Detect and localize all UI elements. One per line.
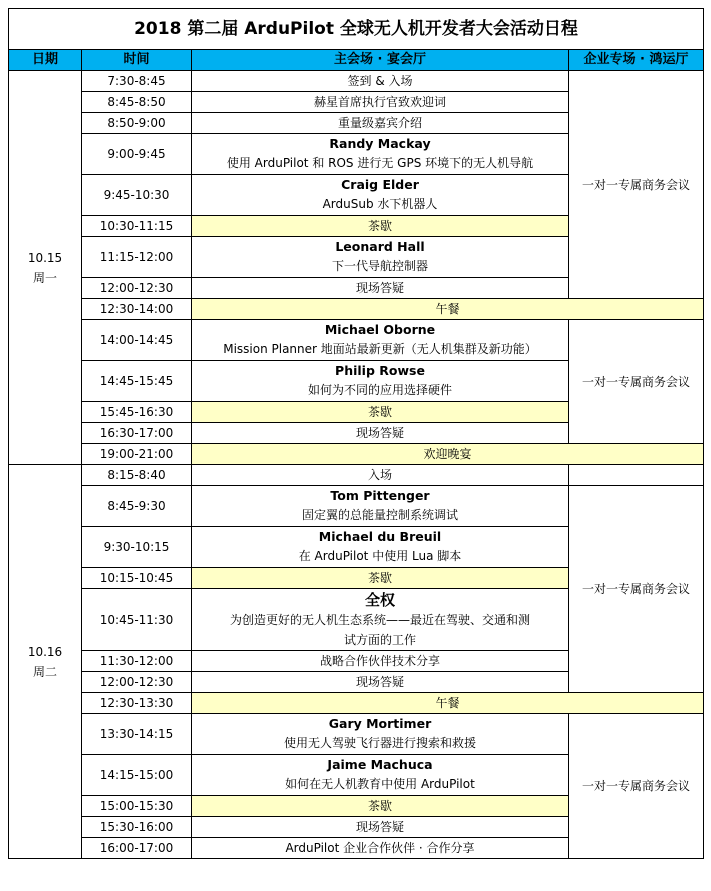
header-row: [9, 50, 704, 71]
time-cell: 10:15-10:45: [82, 568, 192, 589]
talk-topic: 使用无人驾驶飞行器进行搜索和救援: [283, 736, 476, 750]
session-cell: 战略合作伙伴技术分享: [192, 651, 569, 672]
time-cell: 13:30-14:15: [82, 714, 192, 755]
header-enterprise-hall: 企业专场 · 鸿运厅: [569, 50, 704, 71]
speaker-name: Craig Elder: [341, 177, 419, 192]
time-cell: 15:45-16:30: [82, 402, 192, 423]
time-cell: 8:50-9:00: [82, 113, 192, 134]
session-cell: 赫星首席执行官致欢迎词: [192, 92, 569, 113]
table-row: [9, 320, 704, 361]
talk-topic: 如何在无人机教育中使用 ArduPilot: [285, 777, 475, 791]
speaker-name: Tom Pittenger: [330, 488, 430, 503]
time-cell: 12:00-12:30: [82, 672, 192, 693]
session-cell: 现场答疑: [192, 278, 569, 299]
session-cell: 现场答疑: [192, 672, 569, 693]
session-cell: ArduPilot 企业合作伙伴 · 合作分享: [192, 838, 569, 859]
talk-cell: [192, 237, 569, 278]
time-cell: 11:30-12:00: [82, 651, 192, 672]
header-main-hall: 主会场 · 宴会厅: [192, 50, 569, 71]
talk-cell: [192, 714, 569, 755]
tea-break-cell: 茶歇: [192, 402, 569, 423]
tea-break-cell: 茶歇: [192, 216, 569, 237]
time-cell: 14:45-15:45: [82, 361, 192, 402]
time-cell: 10:45-11:30: [82, 589, 192, 651]
time-cell: 15:00-15:30: [82, 796, 192, 817]
day1-date-cell: [9, 71, 82, 465]
speaker-name: Leonard Hall: [335, 239, 425, 254]
tea-break-cell: 茶歇: [192, 568, 569, 589]
schedule-table: [8, 8, 704, 859]
speaker-name: Michael Oborne: [324, 322, 436, 337]
day2-enterprise-session-b: 一对一专属商务会议: [569, 714, 704, 859]
talk-topic: 如何为不同的应用选择硬件: [307, 383, 452, 397]
time-cell: 19:00-21:00: [82, 444, 192, 465]
time-cell: 15:30-16:00: [82, 817, 192, 838]
talk-cell: [192, 486, 569, 527]
table-row: [9, 299, 704, 320]
time-cell: 8:45-9:30: [82, 486, 192, 527]
header-time: 时间: [82, 50, 192, 71]
day1-date: 10.15: [27, 250, 63, 265]
day2-date: 10.16: [27, 644, 63, 659]
day1-enterprise-session-b: 一对一专属商务会议: [569, 320, 704, 444]
day1-enterprise-session-a: 一对一专属商务会议: [569, 71, 704, 299]
time-cell: 14:00-14:45: [82, 320, 192, 361]
time-cell: 8:45-8:50: [82, 92, 192, 113]
time-cell: 12:30-14:00: [82, 299, 192, 320]
lunch-cell: 午餐: [192, 693, 704, 714]
talk-topic: Mission Planner 地面站最新更新（无人机集群及新功能）: [223, 342, 537, 356]
session-cell: 现场答疑: [192, 817, 569, 838]
table-row: [9, 486, 704, 527]
speaker-name: Michael du Breuil: [318, 529, 442, 544]
table-row: [9, 465, 704, 486]
talk-topic: ArduSub 水下机器人: [322, 197, 438, 211]
table-row: [9, 71, 704, 92]
talk-topic: 为创造更好的无人机生态系统——最近在驾驶、交通和测试方面的工作: [229, 612, 530, 647]
talk-cell: [192, 175, 569, 216]
time-cell: 7:30-8:45: [82, 71, 192, 92]
talk-topic: 使用 ArduPilot 和 ROS 进行无 GPS 环境下的无人机导航: [226, 156, 534, 170]
talk-topic: 固定翼的总能量控制系统调试: [301, 508, 458, 522]
time-cell: 14:15-15:00: [82, 755, 192, 796]
day1-weekday: 周一: [32, 270, 57, 285]
table-row: [9, 714, 704, 755]
speaker-name: Philip Rowse: [335, 363, 425, 378]
lunch-cell: 午餐: [192, 299, 704, 320]
session-cell: 入场: [192, 465, 569, 486]
time-cell: 8:15-8:40: [82, 465, 192, 486]
session-cell: 现场答疑: [192, 423, 569, 444]
talk-cell: [192, 755, 569, 796]
time-cell: 9:45-10:30: [82, 175, 192, 216]
time-cell: 12:30-13:30: [82, 693, 192, 714]
time-cell: 12:00-12:30: [82, 278, 192, 299]
table-row: [9, 444, 704, 465]
talk-cell: [192, 361, 569, 402]
time-cell: 16:00-17:00: [82, 838, 192, 859]
day2-date-cell: [9, 465, 82, 859]
talk-cell: [192, 320, 569, 361]
talk-topic: 在 ArduPilot 中使用 Lua 脚本: [298, 549, 462, 563]
talk-cell: [192, 134, 569, 175]
talk-cell: [192, 527, 569, 568]
speaker-name: Randy Mackay: [329, 136, 431, 151]
dinner-cell: 欢迎晚宴: [192, 444, 704, 465]
talk-cell: [192, 589, 569, 651]
speaker-name: 全权: [364, 590, 395, 609]
time-cell: 9:00-9:45: [82, 134, 192, 175]
time-cell: 11:15-12:00: [82, 237, 192, 278]
schedule-title: 2018 第二届 ArduPilot 全球无人机开发者大会活动日程: [9, 9, 704, 50]
header-date: 日期: [9, 50, 82, 71]
session-cell: 签到 & 入场: [192, 71, 569, 92]
session-cell: 重量级嘉宾介绍: [192, 113, 569, 134]
table-row: [9, 693, 704, 714]
day2-weekday: 周二: [32, 664, 57, 679]
time-cell: 9:30-10:15: [82, 527, 192, 568]
speaker-name: Gary Mortimer: [328, 716, 432, 731]
time-cell: 16:30-17:00: [82, 423, 192, 444]
talk-topic: 下一代导航控制器: [331, 259, 428, 273]
speaker-name: Jaime Machuca: [327, 757, 433, 772]
day2-enterprise-session-a: 一对一专属商务会议: [569, 486, 704, 693]
time-cell: 10:30-11:15: [82, 216, 192, 237]
tea-break-cell: 茶歇: [192, 796, 569, 817]
